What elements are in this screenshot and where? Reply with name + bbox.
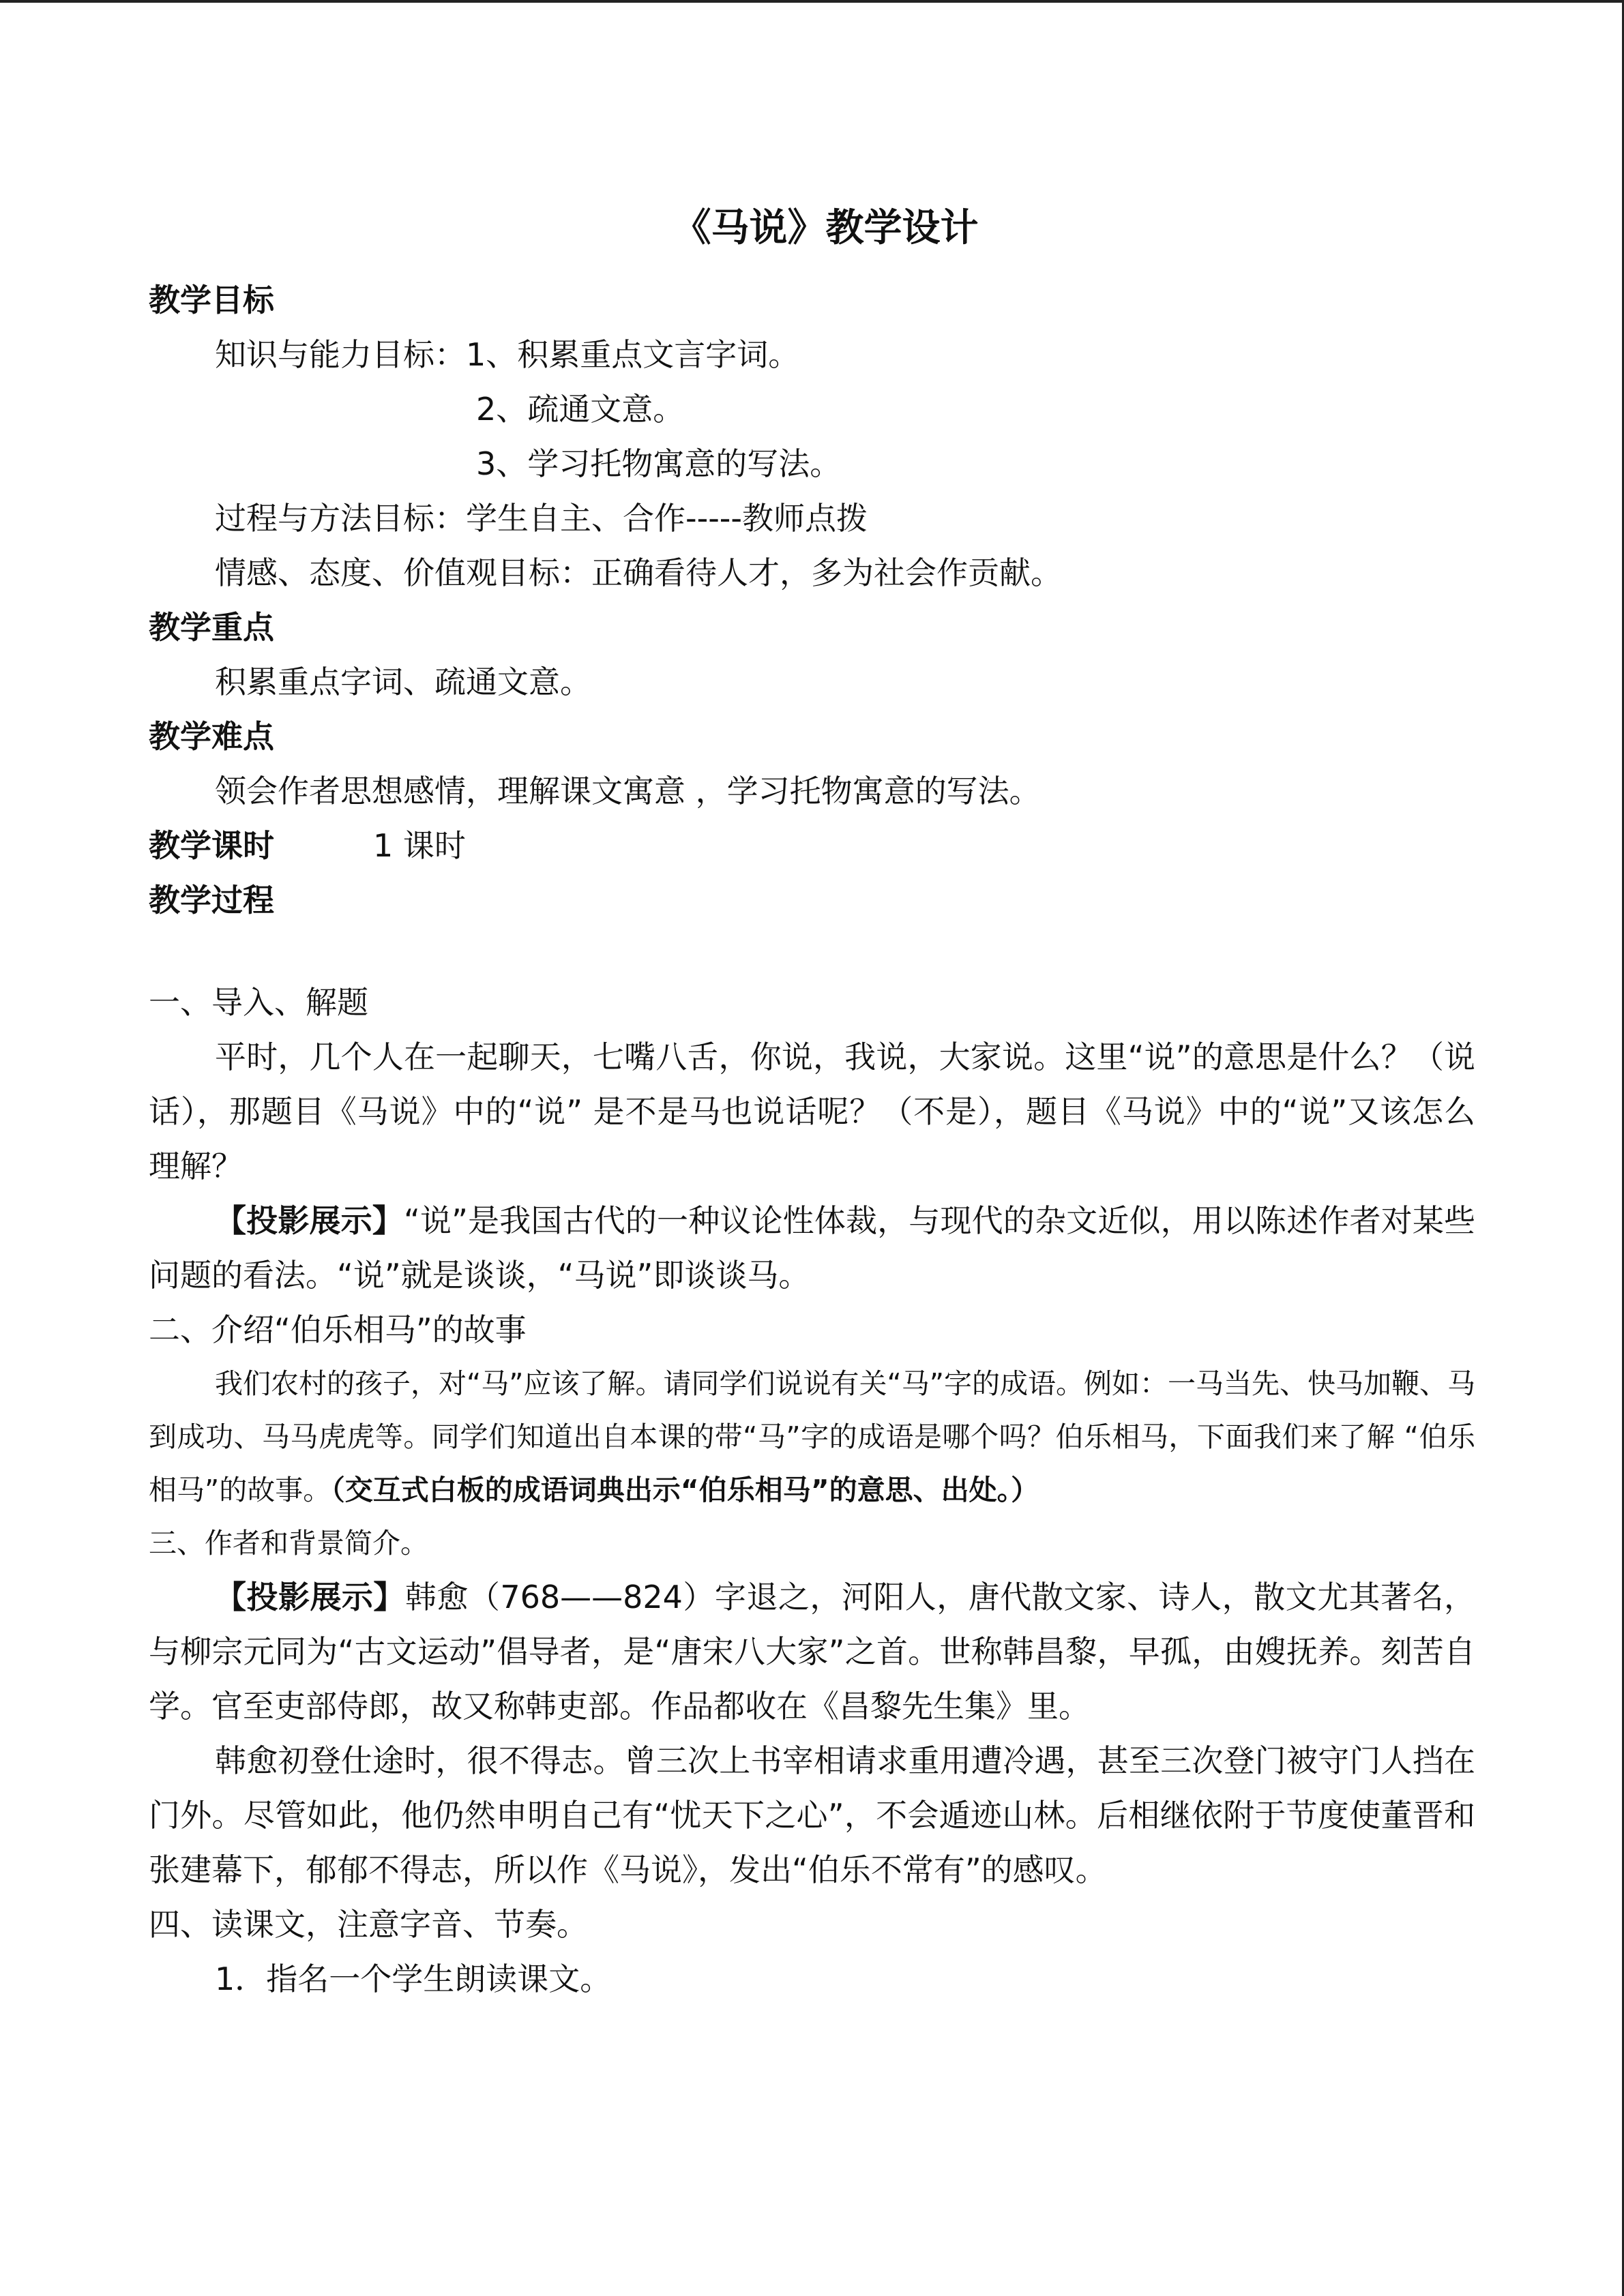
key-point-text: 积累重点字词、疏通文意。	[215, 664, 591, 700]
emotion-objective: 情感、态度、价值观目标：正确看待人才，多为社会作贡献。	[215, 554, 1062, 591]
page-top-border	[0, 0, 1624, 3]
projection-label: 【投影展示】	[215, 1579, 405, 1615]
hours-heading: 教学课时	[149, 827, 274, 864]
knowledge-objective	[149, 327, 1475, 382]
document-page	[149, 198, 1475, 2006]
section-1-paragraph-2: 【投影展示】“说”是我国古代的一种议论性体裁，与现代的杂文近似，用以陈述作者对某些问题的看法。“说”就是谈谈，“马说”即谈谈马。	[149, 1202, 1475, 1294]
section-3-heading: 三、作者和背景简介。	[149, 1527, 428, 1560]
section-1-paragraph-1: 平时，几个人在一起聊天，七嘴八舌，你说，我说，大家说。这里“说”的意思是什么？（说话），那题目《马说》中的“说” 是不是马也说话呢？（不是），题目《马说》中的“说”又该怎么理解？	[149, 1039, 1475, 1184]
difficulty-text: 领会作者思想感情，理解课文寓意 ，学习托物寓意的写法。	[215, 773, 1041, 809]
process-heading: 教学过程	[149, 882, 274, 919]
knowledge-label: 知识与能力目标：	[215, 336, 466, 373]
projection-label: 【投影展示】	[215, 1202, 404, 1239]
hours-row	[149, 818, 1475, 873]
document-title: 《马说》教学设计	[673, 206, 979, 250]
section-4-item-1: 1．指名一个学生朗读课文。	[215, 1960, 612, 1997]
key-point-heading: 教学重点	[149, 609, 274, 646]
process-objective: 过程与方法目标：学生自主、合作-----教师点拨	[215, 500, 868, 537]
difficulty-heading: 教学难点	[149, 718, 274, 755]
objectives-heading: 教学目标	[149, 282, 274, 318]
whiteboard-note: （交互式白板的成语词典出示“伯乐相马”的意思、出处。）	[331, 1474, 1039, 1506]
knowledge-item-1: 1、积累重点文言字词。	[466, 336, 800, 373]
section-2-heading: 二、介绍“伯乐相马”的故事	[149, 1311, 527, 1348]
section-3-paragraph-2: 韩愈初登仕途时，很不得志。曾三次上书宰相请求重用遭冷遇，甚至三次登门被守门人挡在门外。尽管如此，他仍然申明自己有“忧天下之心”，不会遁迹山林。后相继依附于节度使董晋和张建幕下，郁郁不得志，所以作《马说》，发出“伯乐不常有”的感叹。	[149, 1742, 1475, 1888]
knowledge-item-2: 2、疏通文意。	[476, 391, 685, 428]
section-4-heading: 四、读课文，注意字音、节奏。	[149, 1906, 588, 1943]
section-1-heading: 一、导入、解题	[149, 984, 368, 1021]
section-3-paragraph-1: 【投影展示】韩愈（768——824）字退之，河阳人，唐代散文家、诗人，散文尤其著名，与柳宗元同为“古文运动”倡导者，是“唐宋八大家”之首。世称韩昌黎，早孤，由嫂抚养。刻苦自学。官至吏部侍郎，故又称韩吏部。作品都收在《昌黎先生集》里。	[149, 1579, 1476, 1725]
section-2-paragraph: 我们农村的孩子，对“马”应该了解。请同学们说说有关“马”字的成语。例如：一马当先、快马加鞭、马到成功、马马虎虎等。同学们知道出自本课的带“马”字的成语是哪个吗？伯乐相马，下面我们来了解 “伯乐相马”的故事。（交互式白板的成语词典出示“伯乐相马”的意思、出处。）	[149, 1367, 1475, 1506]
hours-value: 1 课时	[373, 827, 466, 864]
knowledge-item-3: 3、学习托物寓意的写法。	[476, 445, 842, 482]
